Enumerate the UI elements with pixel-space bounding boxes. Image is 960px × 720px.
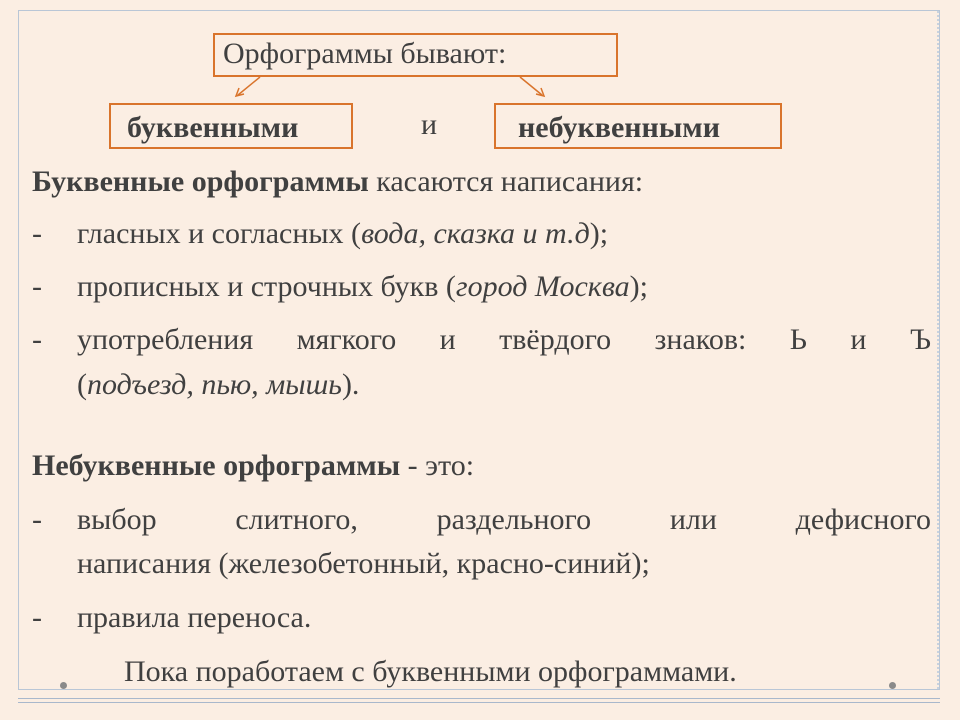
lettered-item-3-line1: употребления мягкого и твёрдого знаков: Ь и Ъ [77,323,931,356]
title-text: Орфограммы бывают: [223,37,507,70]
item-example: вода, сказка и т.д [361,217,590,250]
item-end: ). [341,368,360,401]
lettered-label: буквенными [127,111,299,144]
bottom-rule [18,702,940,703]
item-open: ( [77,368,87,401]
lettered-box [109,103,353,149]
dot-left [60,682,67,689]
item-end: ); [589,217,609,250]
bullet-dash: - [32,323,42,356]
lettered-item-1 [77,219,608,249]
item-example: город Москва [455,270,630,303]
unlettered-heading-bold: Небуквенные орфограммы [32,449,401,482]
unlettered-label: небуквенными [518,111,720,144]
lettered-item-3-line2 [77,370,359,400]
bullet-dash: - [32,601,42,634]
closing-line: Пока поработаем с буквенными орфограммами. [124,655,737,688]
unlettered-heading [32,451,474,481]
bottom-rule [18,698,940,699]
unlettered-item-1-line1: выбор слитного, раздельного или дефисного [77,503,931,536]
frame-dotted-edge [937,11,939,689]
item-text: гласных и согласных ( [77,217,362,250]
unlettered-item-1-line2: написания (железобетонный, красно-синий); [77,547,650,580]
unlettered-heading-rest: - это: [400,449,475,482]
conjunction: и [421,108,438,141]
dot-right [889,682,896,689]
unlettered-item-2: правила переноса. [77,601,312,634]
title-box [213,33,618,77]
lettered-heading [32,167,643,197]
unlettered-box [494,103,782,149]
bullet-dash: - [32,270,42,303]
bullet-dash: - [32,503,42,536]
item-text: прописных и строчных букв ( [77,270,456,303]
bullet-dash: - [32,217,42,250]
lettered-item-2 [77,272,648,302]
lettered-heading-bold: Буквенные орфограммы [32,165,369,198]
lettered-heading-rest: касаются написания: [368,165,644,198]
item-end: ); [629,270,648,303]
item-example: подъезд, пью, мышь [87,368,342,401]
